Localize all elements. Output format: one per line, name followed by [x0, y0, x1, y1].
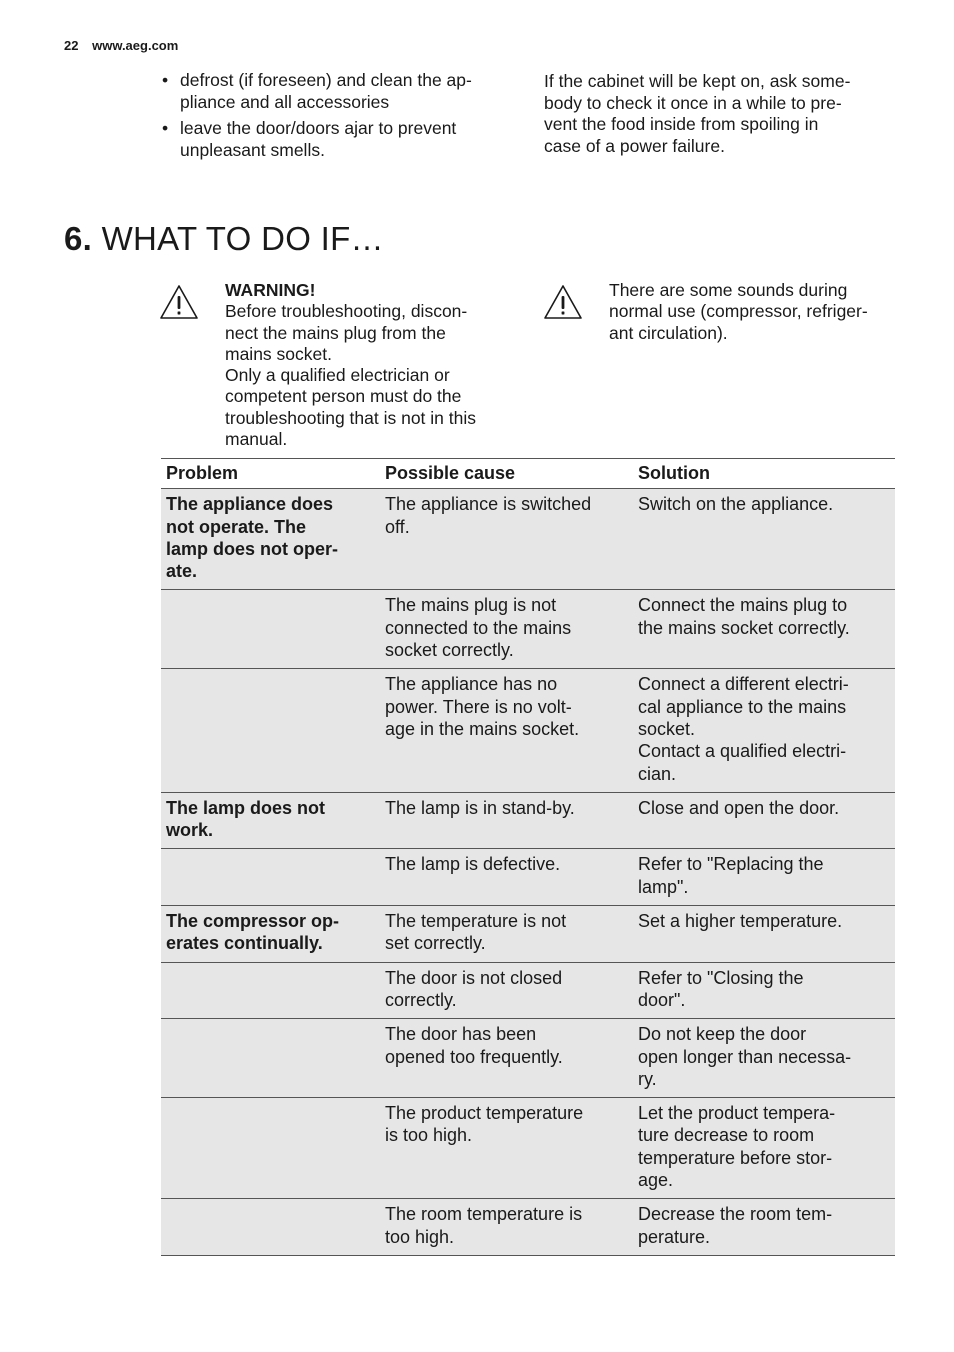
table-row — [161, 669, 895, 792]
warning-text-line: mains socket. — [225, 343, 332, 364]
solution-cell — [633, 962, 895, 1019]
bullet-text-line: pliance and all accessories — [180, 91, 390, 112]
solution-cell-line: door". — [638, 989, 686, 1010]
solution-cell — [633, 1199, 895, 1256]
site-url: www.aeg.com — [92, 38, 179, 53]
cause-cell — [380, 669, 633, 792]
solution-cell-line: Decrease the room tem- — [638, 1204, 833, 1225]
solution-cell — [633, 489, 895, 590]
table-row — [161, 849, 895, 906]
cause-cell-line: The appliance has no — [385, 674, 558, 695]
info-text-line: normal use (compressor, refriger- — [609, 301, 868, 322]
problem-cell — [161, 489, 380, 590]
cause-cell-line: The door has been — [385, 1024, 537, 1045]
section-number: 6. — [64, 220, 93, 257]
paragraph-line: If the cabinet will be kept on, ask some- — [544, 71, 851, 91]
paragraph-line: body to check it once in a while to pre- — [544, 92, 842, 113]
cause-cell — [380, 1019, 633, 1098]
page-header — [64, 38, 178, 53]
solution-cell — [633, 792, 895, 849]
solution-cell-line: cal appliance to the mains — [638, 696, 847, 717]
warning-text-line: manual. — [225, 429, 288, 450]
solution-cell-line: the mains socket correctly. — [638, 617, 850, 638]
problem-cell — [161, 669, 380, 792]
cause-cell — [380, 1098, 633, 1199]
cause-cell — [380, 1199, 633, 1256]
paragraph-line: case of a power failure. — [544, 135, 725, 156]
solution-cell-line: Refer to "Closing the — [638, 967, 804, 988]
info-block — [609, 280, 909, 344]
cause-cell-line: off. — [385, 516, 410, 537]
page-number: 22 — [64, 38, 79, 53]
cause-cell-line: power. There is no volt- — [385, 696, 572, 717]
problem-cell — [161, 1019, 380, 1098]
problem-cell-line: The compressor op- — [166, 911, 340, 932]
problem-cell — [161, 1098, 380, 1199]
table-row — [161, 792, 895, 849]
cause-cell — [380, 906, 633, 963]
problem-cell — [161, 962, 380, 1019]
cause-cell-line: The mains plug is not — [385, 595, 557, 616]
solution-cell-line: temperature before stor- — [638, 1147, 833, 1168]
cause-cell-line: connected to the mains — [385, 617, 572, 638]
column-header-problem: Problem — [161, 459, 380, 489]
problem-cell-line: erates continually. — [166, 933, 323, 954]
solution-cell — [633, 849, 895, 906]
solution-cell-line: socket. — [638, 718, 696, 739]
solution-cell-line: Close and open the door. — [638, 797, 840, 818]
cause-cell-line: set correctly. — [385, 933, 486, 954]
problem-cell — [161, 1199, 380, 1256]
solution-cell-line: Switch on the appliance. — [638, 494, 834, 515]
warning-text-line: Only a qualified electrician or — [225, 365, 450, 386]
bullet-text-line: • leave the door/doors ajar to prevent — [180, 118, 457, 138]
solution-cell-line: Refer to "Replacing the — [638, 854, 824, 875]
warning-text-line: nect the mains plug from the — [225, 322, 446, 343]
solution-cell-line: Let the product tempera- — [638, 1103, 836, 1124]
table-row — [161, 590, 895, 669]
warning-triangle-icon — [159, 284, 199, 320]
solution-cell-line: Connect a different electri- — [638, 674, 849, 695]
solution-cell-line: cian. — [638, 763, 677, 784]
solution-cell-line: Contact a qualified electri- — [638, 741, 847, 762]
cause-cell-line: The temperature is not — [385, 911, 567, 932]
cause-cell-line: age in the mains socket. — [385, 718, 580, 739]
cause-cell-line: opened too frequently. — [385, 1046, 563, 1067]
warning-text-line: Before troubleshooting, discon- — [225, 301, 468, 322]
problem-cell-line: ate. — [166, 561, 198, 582]
cause-cell — [380, 489, 633, 590]
cause-cell-line: The room temperature is — [385, 1204, 583, 1225]
cause-cell-line: socket correctly. — [385, 640, 514, 661]
table-row — [161, 1098, 895, 1199]
table-row — [161, 962, 895, 1019]
warning-text-line: competent person must do the — [225, 386, 462, 407]
intro-bullet-list — [160, 70, 510, 166]
table-row — [161, 906, 895, 963]
warning-text-line: troubleshooting that is not in this — [225, 407, 476, 428]
bullet-item — [160, 70, 510, 113]
problem-cell — [161, 906, 380, 963]
cause-cell-line: The product temperature — [385, 1103, 584, 1124]
warning-triangle-icon — [543, 284, 583, 320]
solution-cell-line: age. — [638, 1170, 674, 1191]
table-row — [161, 1199, 895, 1256]
solution-cell — [633, 669, 895, 792]
problem-cell — [161, 792, 380, 849]
problem-cell-line: The lamp does not — [166, 797, 326, 818]
cause-cell — [380, 792, 633, 849]
solution-cell-line: Do not keep the door — [638, 1024, 807, 1045]
solution-cell-line: ry. — [638, 1068, 657, 1089]
cause-cell-line: correctly. — [385, 989, 457, 1010]
section-heading: WHAT TO DO IF… — [101, 220, 384, 257]
cause-cell — [380, 962, 633, 1019]
bullet-text-line: unpleasant smells. — [180, 139, 325, 160]
column-header-solution: Solution — [633, 459, 895, 489]
table-header-row — [161, 459, 895, 489]
solution-cell — [633, 906, 895, 963]
column-header-cause: Possible cause — [380, 459, 633, 489]
intro-paragraph — [544, 71, 904, 157]
cause-cell-line: The lamp is defective. — [385, 854, 561, 875]
solution-cell-line: Set a higher temperature. — [638, 911, 843, 932]
table-row — [161, 489, 895, 590]
solution-cell — [633, 1019, 895, 1098]
info-text-line: ant circulation). — [609, 322, 728, 343]
paragraph-line: vent the food inside from spoiling in — [544, 114, 819, 134]
table-row — [161, 1019, 895, 1098]
solution-cell — [633, 1098, 895, 1199]
problem-cell — [161, 849, 380, 906]
cause-cell — [380, 590, 633, 669]
problem-cell-line: work. — [166, 820, 214, 841]
solution-cell-line: ture decrease to room — [638, 1125, 815, 1146]
problem-cell-line: lamp does not oper- — [166, 538, 339, 559]
problem-cell — [161, 590, 380, 669]
troubleshooting-table — [161, 458, 895, 1256]
cause-cell-line: The appliance is switched — [385, 494, 592, 515]
cause-cell-line: is too high. — [385, 1125, 473, 1146]
solution-cell-line: open longer than necessa- — [638, 1046, 852, 1067]
warning-block — [225, 280, 525, 450]
bullet-text-line: • defrost (if foreseen) and clean the ap- — [180, 70, 472, 90]
cause-cell-line: The door is not closed — [385, 967, 563, 988]
problem-cell-line: not operate. The — [166, 516, 307, 537]
section-title — [64, 220, 384, 258]
solution-cell — [633, 590, 895, 669]
problem-cell-line: The appliance does — [166, 494, 334, 515]
info-text-line: There are some sounds during — [609, 280, 848, 300]
solution-cell-line: perature. — [638, 1226, 711, 1247]
solution-cell-line: lamp". — [638, 876, 689, 897]
bullet-item — [160, 118, 510, 161]
cause-cell-line: too high. — [385, 1226, 455, 1247]
cause-cell-line: The lamp is in stand-by. — [385, 797, 575, 818]
solution-cell-line: Connect the mains plug to — [638, 595, 848, 616]
warning-title: WARNING! — [225, 280, 316, 300]
cause-cell — [380, 849, 633, 906]
